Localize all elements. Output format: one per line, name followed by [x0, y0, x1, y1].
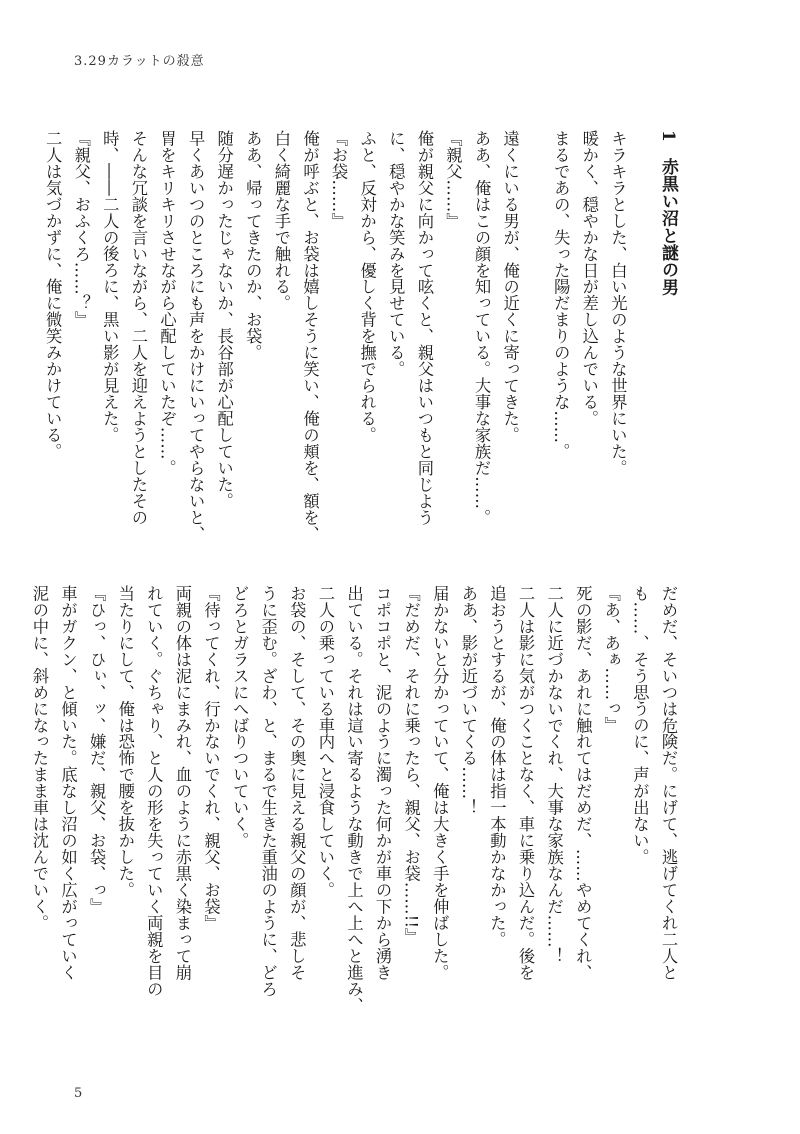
text-line: も……、そう思うのに、声が出ない。 [630, 585, 650, 866]
text-line: 両親の体は泥にまみれ、血のように赤黒く染まって崩 [172, 585, 192, 981]
text-line: どろとガラスにへばりついていく。 [230, 585, 250, 849]
text-line: 俺が呼ぶと、お袋は嬉しそうに笑い、俺の頬を、額を、 [300, 130, 320, 543]
text-line: 『待ってくれ、行かないでくれ、親父、お袋』 [201, 585, 221, 932]
text-line: 早くあいつのところにも声をかけにいってやらないと、 [186, 130, 206, 543]
text-line: 二人に近づかないでくれ、大事な家族なんだ……！ [544, 585, 564, 965]
text-line: うに歪む。ざわ、と、まるで生きた重油のように、どろ [258, 585, 278, 998]
text-line: そんな冗談を言いながら、二人を迎えようとしたその [128, 130, 148, 526]
text-line: 二人は気づかずに、俺に微笑みかけている。 [43, 130, 63, 460]
chapter-title: 赤黒い沼と謎の男 [658, 158, 678, 296]
text-line: 暖かく、穏やかな日が差し込んでいる。 [579, 130, 599, 427]
text-line: に、穏やかな笑みを見せている。 [386, 130, 406, 378]
text-line: 泥の中に、斜めになったまま車は沈んでいく。 [29, 585, 49, 932]
text-line: ああ、帰ってきたのか、お袋。 [243, 130, 263, 361]
text-line: 時、――二人の後ろに、黒い影が見えた。 [100, 130, 120, 444]
text-line: 出ている。それは這い寄るような動きで上へ上へと進み、 [344, 585, 364, 1014]
page-number: 5 [74, 1086, 83, 1101]
text-line: だめだ、そいつは危険だ。にげて、逃げてくれ二人と [659, 585, 678, 981]
text-line: 『あ、あぁ……っ』 [601, 585, 621, 734]
text-line: 二人は影に気がつくことなく、車に乗り込んだ。後を [516, 585, 536, 981]
running-head: 3.29カラットの殺意 [74, 54, 205, 69]
chapter-heading [653, 130, 682, 560]
text-line: ああ、俺はこの顔を知っている。大事な家族だ……。 [472, 130, 492, 526]
text-line: お袋の、そして、その奥に見える親父の顔が、悲しそ [287, 585, 307, 981]
text-line: 二人の乗っている車内へと浸食していく。 [315, 585, 335, 899]
text-line: ふと、反対から、優しく背を撫でられる。 [357, 130, 377, 444]
upper-text-block [43, 130, 682, 560]
text-line: 『親父、おふくろ……？』 [71, 130, 91, 328]
text-line: キラキラとした、白い光のような世界にいた。 [608, 130, 628, 477]
text-line: コポコポと、泥のように濁った何かが車の下から湧き [373, 585, 393, 981]
text-line: 白く綺麗な手で触れる。 [271, 130, 291, 312]
text-line: 死の影だ、あれに触れてはだめだ、……やめてくれ、 [573, 585, 593, 981]
text-line: 『ひっ、ひぃ、ッ、嫌だ、親父、お袋、っ』 [87, 585, 107, 915]
text-line: 車がガクン、と傾いた。底なし沼の如く広がっていく [58, 585, 78, 981]
paragraph-gap [524, 130, 546, 560]
text-line: まるであの、失った陽だまりのような……。 [551, 130, 571, 460]
text-line: 追おうとするが、俺の体は指一本動かなかった。 [487, 585, 507, 948]
text-line: 届かないと分かっていて、俺は大きく手を伸ばした。 [430, 585, 450, 981]
text-line: 胃をキリキリさせながら心配していたぞ……。 [157, 130, 177, 477]
text-line: 遠くにいる男が、俺の近くに寄ってきた。 [500, 130, 520, 444]
text-line: 『親父……』 [443, 130, 463, 229]
lower-text-block [29, 585, 682, 1030]
chapter-number: 1 [658, 130, 678, 143]
text-line: 随分遅かったじゃないか、長谷部が心配していた。 [214, 130, 234, 510]
text-line: れていく。ぐちゃり、と人の形を失っていく両親を目の [144, 585, 164, 998]
text-line: ああ、影が近づいてくる……！ [458, 585, 478, 816]
text-line: 『だめだ、それに乗ったら、親父、お袋……!!』 [401, 585, 421, 945]
text-line: 『お袋……』 [329, 130, 349, 229]
text-line: 俺が親父に向かって呟くと、親父はいつもと同じよう [414, 130, 434, 526]
text-line: 当たりにして、俺は恐怖で腰を抜かした。 [115, 585, 135, 899]
